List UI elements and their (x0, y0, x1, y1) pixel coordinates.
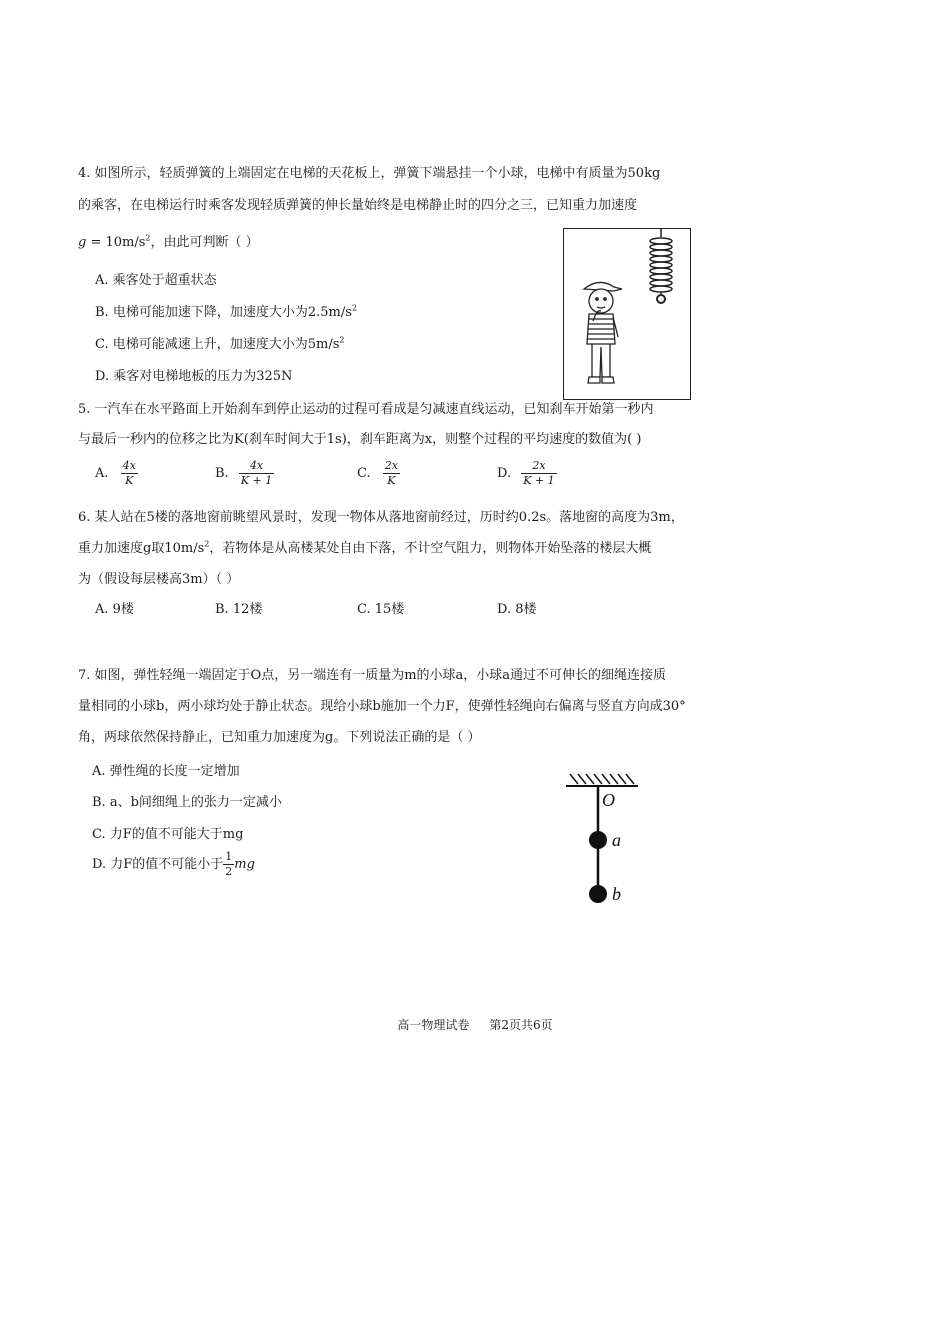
q4-option-b[interactable] (95, 301, 357, 320)
q5-option-d[interactable] (497, 459, 557, 488)
q5-option-b-den: K + 1 (240, 474, 273, 487)
q5-option-c-label: C. (357, 466, 371, 481)
q4-g-value: = 10m/s (86, 235, 146, 250)
q5-option-d-label: D. (497, 466, 512, 481)
ceiling-icon (566, 774, 638, 786)
q4-option-c[interactable] (95, 333, 345, 352)
q7-option-d-text: D. 力F的值不可能小于 (92, 857, 224, 872)
q5-option-c-num: 2x (384, 459, 398, 472)
q4-line-1: 4. 如图所示，轻质弹簧的上端固定在电梯的天花板上，弹簧下端悬挂一个小球，电梯中有质量为50kg (78, 166, 661, 181)
ball-icon (657, 295, 665, 303)
q4-option-b-text: B. 电梯可能加速下降，加速度大小为2.5m/s (95, 305, 352, 320)
elevator-illustration (564, 229, 690, 399)
q6-line-3: 为（假设每层楼高3m）（ ） (78, 572, 240, 587)
spring-icon (650, 238, 672, 292)
q5-line-1: 5. 一汽车在水平路面上开始刹车到停止运动的过程可看成是匀减速直线运动，已知刹车开始第一秒内 (78, 402, 654, 417)
q5-option-a[interactable] (95, 459, 138, 488)
q6-line-1: 6. 某人站在5楼的落地窗前眺望风景时，发现一物体从落地窗前经过，历时约0.2s。落地窗的高度为3m， (78, 510, 684, 525)
q4-option-c-exponent: 2 (339, 335, 345, 345)
q6-line-2 (78, 537, 651, 556)
footer-title: 高一物理试卷 (397, 1018, 470, 1032)
q7-option-d-den: 2 (225, 865, 233, 878)
q7-line-2: 量相同的小球b，两小球均处于静止状态。现给小球b施加一个力F，使弹性轻绳向右偏离与竖直方向成30° (78, 699, 686, 714)
q5-option-b[interactable] (215, 459, 274, 488)
passenger-icon (584, 282, 622, 383)
q5-option-c[interactable] (357, 459, 400, 488)
q6-option-b[interactable]: B. 12楼 (215, 602, 263, 617)
q5-option-b-num: 4x (239, 459, 274, 474)
label-b: b (612, 884, 621, 904)
q4-g-post: ，由此可判断（ ） (150, 235, 259, 250)
q5-option-d-num: 2x (521, 459, 556, 474)
q4-option-b-exponent: 2 (351, 303, 357, 313)
q4-g-symbol: g (78, 235, 87, 250)
q7-option-c[interactable]: C. 力F的值不可能大于mg (92, 827, 244, 842)
q5-option-a-den: K (125, 474, 134, 487)
q6-option-a[interactable]: A. 9楼 (95, 602, 134, 617)
q4-line-3 (78, 231, 259, 250)
q5-option-d-fraction (521, 459, 556, 488)
q5-option-b-label: B. (215, 466, 229, 481)
q7-option-a[interactable]: A. 弹性绳的长度一定增加 (92, 764, 240, 779)
q5-option-b-fraction (239, 459, 274, 488)
footer-page-number: 第2页共6页 (489, 1018, 553, 1032)
elevator-figure (563, 228, 691, 400)
q7-line-1: 7. 如图，弹性轻绳一端固定于O点，另一端连有一质量为m的小球a，小球a通过不可伸长的细绳连接质 (78, 668, 667, 683)
q7-option-d[interactable] (92, 850, 255, 879)
q4-option-c-text: C. 电梯可能减速上升，加速度大小为5m/s (95, 337, 340, 352)
ball-b-icon (589, 885, 607, 903)
q7-option-b[interactable]: B. a、b间细绳上的张力一定减小 (92, 795, 282, 810)
ball-a-icon (589, 831, 607, 849)
q7-line-3: 角，两球依然保持静止，已知重力加速度为g。下列说法正确的是（ ） (78, 730, 481, 745)
q6-line-2-exponent: 2 (204, 539, 210, 549)
q6-line-2-text: 重力加速度g取10m/s (78, 541, 205, 556)
q6-option-d[interactable]: D. 8楼 (497, 602, 537, 617)
q4-g-exponent: 2 (145, 233, 151, 243)
q7-option-d-post: mg (234, 857, 255, 872)
label-a: a (612, 830, 621, 850)
q5-line-2: 与最后一秒内的位移之比为K(刹车时间大于1s)，刹车距离为x，则整个过程的平均速度的数值为( ) (78, 432, 642, 447)
q5-option-c-fraction (383, 459, 400, 488)
q5-option-a-label: A. (95, 466, 109, 481)
q5-option-c-den: K (387, 474, 396, 487)
q4-line-2: 的乘客，在电梯运行时乘客发现轻质弹簧的伸长量始终是电梯静止时的四分之三，已知重力加速度 (78, 198, 638, 213)
q7-option-d-num: 1 (225, 850, 233, 863)
page-footer (0, 1016, 950, 1033)
q5-option-d-den: K + 1 (523, 474, 555, 487)
q5-option-a-num: 4x (122, 459, 136, 472)
q4-option-a[interactable]: A. 乘客处于超重状态 (95, 273, 217, 288)
label-o: O (602, 790, 615, 810)
q5-option-a-fraction (121, 459, 138, 488)
pendulum-figure (560, 772, 650, 912)
q6-option-c[interactable]: C. 15楼 (357, 602, 405, 617)
q7-option-d-fraction (223, 850, 234, 879)
q6-line-2-post: ，若物体是从高楼某处自由下落，不计空气阻力，则物体开始坠落的楼层大概 (209, 541, 652, 556)
q4-option-d[interactable]: D. 乘客对电梯地板的压力为325N (95, 369, 293, 384)
